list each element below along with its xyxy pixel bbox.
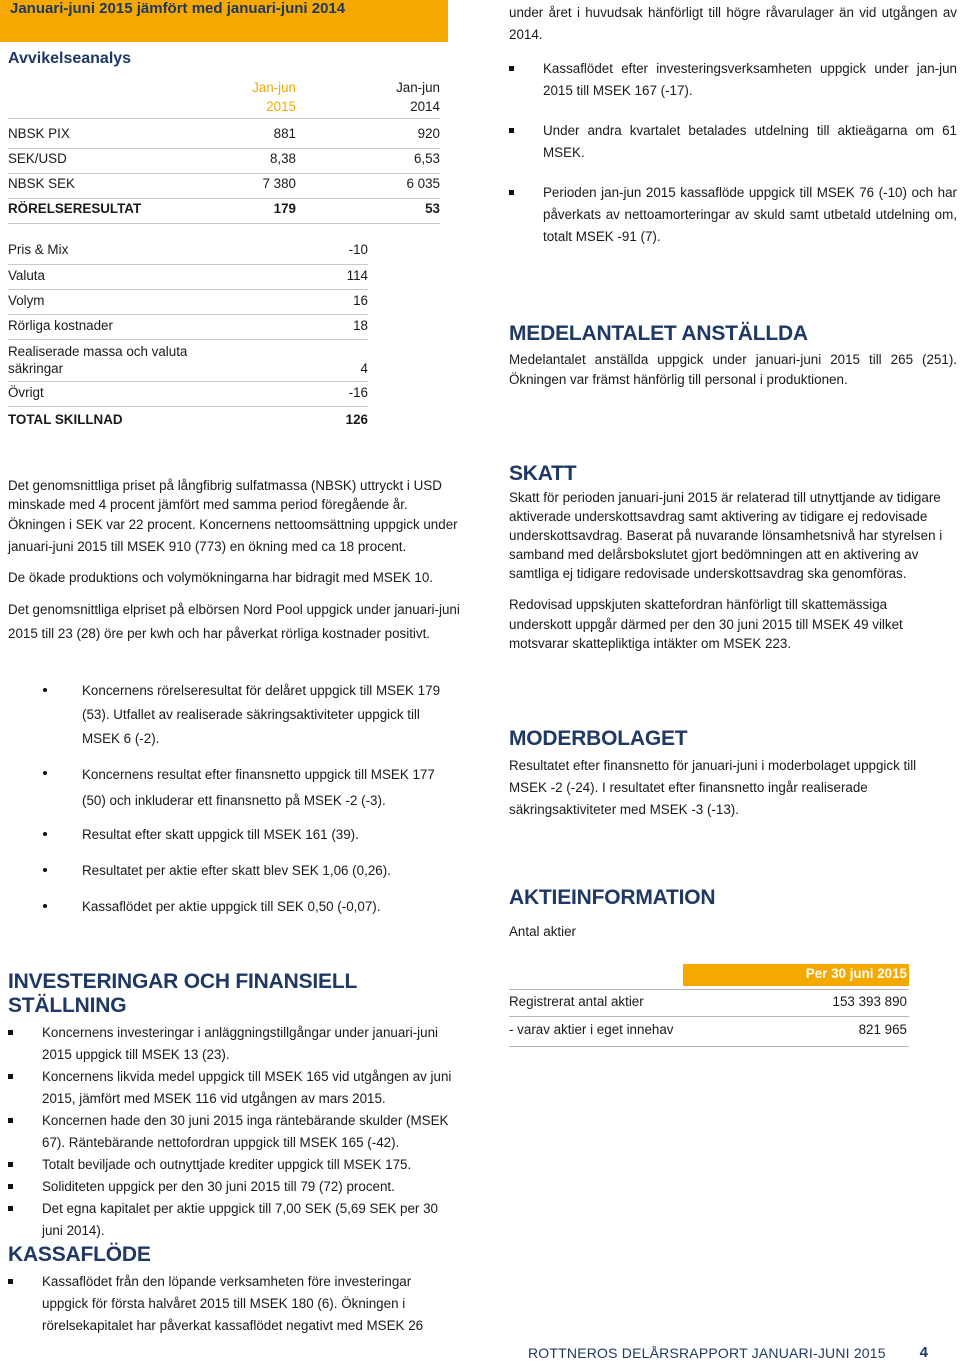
row-value-2015: 8,38 bbox=[269, 151, 296, 166]
paragraph: Ökningen i SEK var 22 procent. Koncernens nettoomsättning uppgick under januari-juni 2015 till MSEK 910 (773) en ökning med ca 18 procent. bbox=[8, 517, 458, 554]
list-item: Kassaflödet från den löpande verksamheten före investeringar uppgick för första halvåret 2015 till MSEK 180 (6). Ökningen i rörelsekapitalet har påverkat kassaflödet negativt med MSEK 26 bbox=[8, 1271, 460, 1337]
row-value-2014: 6 035 bbox=[406, 176, 440, 191]
bridge-row bbox=[8, 316, 368, 340]
bridge-row bbox=[8, 266, 368, 290]
shares-label: - varav aktier i eget innehav bbox=[509, 1022, 674, 1037]
right-top-section bbox=[509, 2, 957, 248]
list-item: Kassaflödet efter investeringsverksamheten uppgick under jan-jun 2015 till MSEK 167 (-17). bbox=[509, 58, 957, 102]
bridge-row-total bbox=[8, 410, 368, 434]
row-value-2015: 881 bbox=[273, 126, 296, 141]
bridge-row bbox=[8, 383, 368, 407]
parent-section bbox=[509, 727, 949, 821]
shares-value: 153 393 890 bbox=[832, 994, 907, 1009]
bridge-label-multiline bbox=[8, 343, 187, 377]
shares-value: 821 965 bbox=[858, 1022, 907, 1037]
row-value-2015: 179 bbox=[273, 201, 296, 216]
variance-table bbox=[0, 0, 448, 440]
shares-heading: AKTIEINFORMATION bbox=[509, 886, 716, 909]
variance-bridge bbox=[0, 236, 368, 436]
investments-bullets bbox=[8, 1022, 460, 1242]
row-label: NBSK PIX bbox=[8, 126, 70, 141]
kassaflode-heading: KASSAFLÖDE bbox=[8, 1243, 151, 1266]
list-item: Resultat efter skatt uppgick till MSEK 161 (39). bbox=[38, 823, 458, 847]
shares-subtitle: Antal aktier bbox=[509, 924, 576, 939]
employees-text: Medelantalet anställda uppgick under januari-juni 2015 till 265 (251). Ökningen var främst hänförlig till personal i produktionen. bbox=[509, 352, 957, 387]
bridge-label: Valuta bbox=[8, 268, 45, 283]
bridge-value: 114 bbox=[346, 268, 368, 283]
list-item: Det egna kapitalet per aktie uppgick till 7,00 SEK (5,69 SEK per 30 juni 2014). bbox=[8, 1198, 460, 1242]
col1-header-line2: 2015 bbox=[266, 99, 296, 114]
variance-col-header bbox=[8, 78, 440, 119]
bridge-value: 126 bbox=[345, 412, 368, 427]
bridge-label-line1: Realiserade massa och valuta bbox=[8, 344, 188, 359]
table-row-operating-result bbox=[8, 199, 440, 224]
market-text bbox=[8, 476, 472, 646]
table-row bbox=[8, 149, 440, 174]
footer-text: ROTTNEROS DELÅRSRAPPORT JANUARI-JUNI 2015 bbox=[528, 1345, 886, 1361]
list-item: Koncernen hade den 30 juni 2015 inga räntebärande skulder (MSEK 67). Räntebärande nettofordran uppgick till MSEK 165 (-42). bbox=[8, 1110, 460, 1154]
employees-heading: MEDELANTALET ANSTÄLLDA bbox=[509, 322, 808, 345]
bridge-label: Övrigt bbox=[8, 385, 44, 400]
bridge-value: -16 bbox=[348, 385, 368, 400]
bridge-label: TOTAL SKILLNAD bbox=[8, 412, 123, 427]
variance-rows bbox=[0, 124, 440, 224]
bridge-row bbox=[8, 240, 368, 265]
list-item: Koncernens rörelseresultat för delåret uppgick till MSEK 179 (53). Utfallet av realiserade säkringsaktiviteter uppgick till MSEK 6 (-2). bbox=[38, 679, 458, 751]
variance-section-title: Avvikelseanalys bbox=[8, 50, 132, 67]
kassaflode-section bbox=[8, 1243, 460, 1337]
bridge-value: 16 bbox=[353, 293, 368, 308]
bridge-value: 18 bbox=[353, 318, 368, 333]
variance-header-title: Januari-juni 2015 jämfört med januari-juni 2014 bbox=[10, 0, 346, 17]
row-value-2014: 53 bbox=[425, 201, 440, 216]
col1-header-line1: Jan-jun bbox=[252, 80, 296, 95]
page-footer bbox=[520, 1342, 940, 1364]
results-section bbox=[38, 679, 458, 919]
table-row bbox=[509, 989, 909, 1017]
bridge-label: Pris & Mix bbox=[8, 242, 69, 257]
list-item: Koncernens likvida medel uppgick till MSEK 165 vid utgången av juni 2015, jämfört med MSEK 116 vid utgången av mars 2015. bbox=[8, 1066, 460, 1110]
list-item: Perioden jan-jun 2015 kassaflöde uppgick till MSEK 76 (-10) och har påverkats av nettoamorteringar av skuld samt utbetald utdelning om, totalt MSEK -91 (7). bbox=[509, 182, 957, 248]
list-item: Resultatet per aktie efter skatt blev SEK 1,06 (0,26). bbox=[38, 859, 458, 883]
parent-heading: MODERBOLAGET bbox=[509, 727, 688, 750]
tax-heading: SKATT bbox=[509, 462, 577, 485]
list-item: Koncernens resultat efter finansnetto uppgick till MSEK 177 (50) och inkluderar ett finansnetto på MSEK -2 (-3). bbox=[38, 762, 458, 814]
table-row bbox=[509, 1020, 909, 1047]
table-row bbox=[8, 124, 440, 149]
shares-header-bar bbox=[683, 964, 909, 986]
tax-section bbox=[509, 462, 949, 654]
col2-header-line2: 2014 bbox=[410, 99, 440, 114]
variance-header-bar bbox=[0, 0, 448, 42]
investments-section bbox=[8, 970, 460, 1242]
shares-section bbox=[509, 886, 909, 1037]
cashflow-continuation: under året i huvudsak hänförligt till högre råvarulager än vid utgången av 2014. bbox=[509, 5, 957, 42]
shares-label: Registrerat antal aktier bbox=[509, 994, 644, 1009]
list-item: Kassaflödet per aktie uppgick till SEK 0,50 (-0,07). bbox=[38, 895, 458, 919]
tax-paragraph: Redovisad uppskjuten skattefordran hänförligt till skattemässiga underskott uppgår därmed per den 30 juni 2015 till MSEK 49 vilket motsvarar skattepliktiga intäkter om MSEK 223. bbox=[509, 597, 903, 651]
shares-col-header: Per 30 juni 2015 bbox=[805, 966, 907, 981]
cashflow-bullets bbox=[509, 58, 957, 248]
parent-paragraph: Resultatet efter finansnetto för januari-juni i moderbolaget uppgick till MSEK -2 (-24). I resultatet efter finansnetto ingår realiserade säkringsaktiviteter med MSEK -3 (-13). bbox=[509, 758, 917, 817]
list-item: Under andra kvartalet betalades utdelning till aktieägarna om 61 MSEK. bbox=[509, 120, 957, 164]
page-number: 4 bbox=[919, 1344, 928, 1361]
list-item: Soliditeten uppgick per den 30 juni 2015 till 79 (72) procent. bbox=[8, 1176, 460, 1198]
row-value-2014: 920 bbox=[417, 126, 440, 141]
bridge-row bbox=[8, 291, 368, 315]
bridge-label: Volym bbox=[8, 293, 45, 308]
paragraph: De ökade produktions och volymökningarna har bidragit med MSEK 10. bbox=[8, 570, 434, 585]
table-row bbox=[8, 174, 440, 199]
bridge-value: -10 bbox=[348, 242, 368, 257]
bridge-row bbox=[8, 341, 368, 382]
tax-paragraph: Skatt för perioden januari-juni 2015 är relaterad till utnyttjande av tidigare aktiverade underskottsavdrag samt aktivering av tidigare ej redovisade underskottsavdrag. Baserat på nuvarande lönsamhetsnivå har styrelsen i samband med delårsbokslutet gjort bedömningen att en aktivering av samtliga ej tidigare redovisade underskottsavdrag ska genomföras. bbox=[509, 490, 943, 581]
investments-heading: INVESTERINGAR OCH FINANSIELL STÄLLNING bbox=[8, 970, 357, 1017]
list-item: Totalt beviljade och outnyttjade krediter uppgick till MSEK 175. bbox=[8, 1154, 460, 1176]
paragraph: Det genomsnittliga priset på långfibrig sulfatmassa (NBSK) uttryckt i USD minskade med 4 procent jämfört med samma period föregående år. bbox=[8, 478, 442, 512]
row-label: SEK/USD bbox=[8, 151, 67, 166]
col2-header-line1: Jan-jun bbox=[396, 80, 440, 95]
paragraph: Det genomsnittliga elpriset på elbörsen Nord Pool uppgick under januari-juni 2015 till 23 (28) öre per kwh och har påverkat rörliga kostnader positivt. bbox=[8, 602, 460, 641]
employees-section bbox=[509, 322, 957, 390]
bridge-label-line2: säkringar bbox=[8, 361, 64, 376]
shares-table bbox=[509, 989, 909, 1047]
bridge-value: 4 bbox=[360, 361, 368, 376]
list-item: Koncernens investeringar i anläggningstillgångar under januari-juni 2015 uppgick till MSEK 13 (23). bbox=[8, 1022, 460, 1066]
kassaflode-bullets bbox=[8, 1271, 460, 1337]
row-value-2015: 7 380 bbox=[262, 176, 296, 191]
results-bullets bbox=[38, 679, 458, 919]
bridge-label: Rörliga kostnader bbox=[8, 318, 113, 333]
row-value-2014: 6,53 bbox=[413, 151, 440, 166]
row-label: NBSK SEK bbox=[8, 176, 75, 191]
row-label: RÖRELSERESULTAT bbox=[8, 201, 142, 216]
